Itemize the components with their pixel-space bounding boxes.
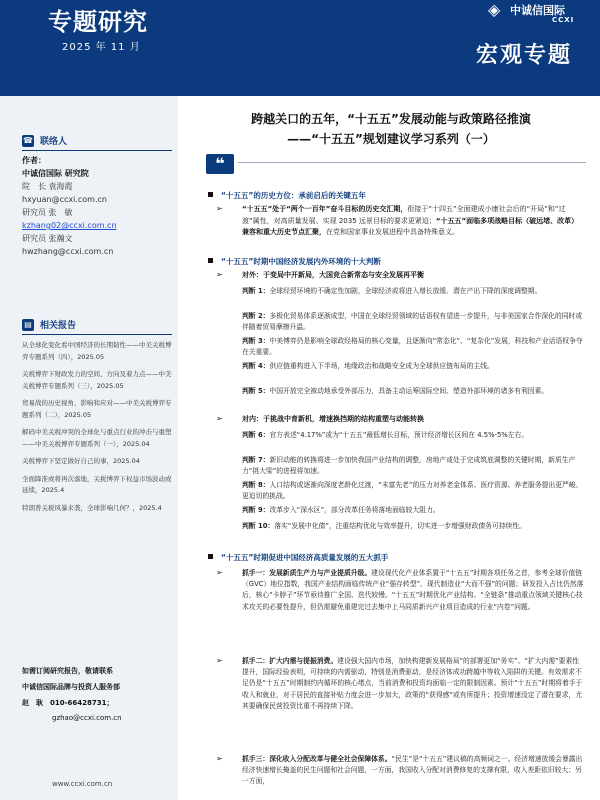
arrow-bullet-icon: ➢ [216,656,223,665]
brand-logo [488,2,598,28]
contact-rule [22,150,172,151]
grip-item: 抓手一：发展新质生产力与产业提质升级。建设现代化产业体系置于“十五五”时期各项任务之首，参考全球价值链（GVC）地位指数，我国产业结构面临传统产业“强存转型”、现代制造业“大而不强”的问题；研发投入占比仍然落后，核心“卡脖子”环节亟待推广全国、迭代较慢。“十五五”时期优化产业结构、“全链条”推动重点领域关键核心技术攻关的必要性提升，但仍需避免重建完过去集中上马同质新兴产业项目造成的行业“内卷”问题。 [242,569,584,611]
contact-heading: ☎ 联络人 [23,135,68,147]
contact-icon: ☎ [23,135,33,145]
author-org: 中诚信国际 研究院 [22,169,89,178]
phone-line: 赵 耿 010-66428731； [22,699,114,707]
related-item[interactable]: 从全球化变化看中国经济的长期韧性——中美关税博弈专题系列（四），2025.05 [22,341,172,361]
dean-line: 院 长 袁海霞 [22,182,73,191]
bullet-square-icon [208,554,213,559]
logo-text-cn: 中诚信国际 [510,4,565,17]
judgment-item: 判断 7：新旧动能的转换将进一步加快我国产业结构的调整，房地产或处于完成筑底调整的关键时期，新质生产力“挑大梁”的进程将加速。 [242,456,576,476]
related-item[interactable]: 关税博弈下财政发力的空间、方向及着力点——中美关税博弈专题系列（三），2025.05 [22,370,172,390]
email-2-link[interactable]: kzhang02@ccxi.com.cn [22,221,117,230]
website-link[interactable]: www.ccxi.com.cn [52,780,113,788]
header-date: 2025 年 11 月 [62,42,141,53]
report-header [0,0,600,96]
arrow-bullet-icon: ➢ [216,568,223,577]
summary-rule [238,162,586,163]
bullet-square-icon [208,258,213,263]
subscribe-line: 如需订阅研究报告，敬请联系 [22,667,113,675]
report-icon: ▤ [22,319,34,331]
grip-item: 抓手二：扩大内需与提振消费。建设强大国内市场，加快构建新发展格局”的部署更加“务实”、“扩大内需”要素性提升，国际经验表明，可持续的内需驱动，特别是消费驱动，是经济体成功跨越中等收入陷阱的关键。有效需求不足仍是“十五五”时期制约内循环的核心堵点，当前消费和投资均面临一定的限制因素。预计“十五五”时期将着手于收入和就业，对于居民的直接补贴力度会进一步加大，政策的“获得感”或有所提升；投资增速没定了潜在要求，尤其要确保民营投资比重不再持续下降。 [242,657,583,710]
arrow-bullet-icon: ➢ [216,270,223,279]
judgment-item: 判断 2：多极化贸易体系逐渐成型，中国在全球经贸领域的话语权有望进一步提升，与非美国家合作深化的同时或伴随着贸易摩擦升温。 [242,312,583,332]
judgment-item: 判断 4：供应链重构进入下半场，地缘政治和战略安全成为全球供应链布局的主线。 [242,362,494,370]
related-item[interactable]: 贸易战的历史视角、影响和应对——中美关税博弈专题系列（二），2025.05 [22,399,172,419]
judgment-item: 判断 1：全球经贸环境的不确定性加剧，全球经济或将进入增长放缓、潜在产出下降的深度调整期。 [242,287,542,295]
section-1-heading: “十五五”的历史方位：承前启后的关键五年 [208,190,366,201]
quote-icon: ❝ [206,154,234,174]
judgment-item: 判断 6：官方表述“4.17%”或为“十五五”最低增长目标，预计经济增长区间在 4.5%-5%左右。 [242,431,529,439]
outside-label: 对外：于变局中开新局，大国竞合新常态与安全发展再平衡 [242,271,424,279]
judgment-item: 判断 3：中美博弈仍是影响全球政经格局的核心变量，且逐渐向“常态化”、“复杂化”发展，科技和产业话语权争夺在关重要。 [242,337,583,357]
related-list [22,340,174,520]
arrow-bullet-icon: ➢ [216,414,223,423]
section-1-paragraph: “十五五”处于“两个一百年”奋斗目标的历史交汇期，衔接于“十四五”全面建成小康社会后的“开局”和“过渡”属性，对高质量发展、实现 2035 远景目标的要求更紧迫；“十五五”面临多项战略目标（破远堵、改革）兼容和重大历史节点汇聚，在党和国家事业发展进程中具备特殊意义。 [242,205,579,236]
report-title: 跨越关口的五年，“十五五”发展动能与政策路径推演 [251,112,531,126]
contact-block [22,154,172,258]
section-3-heading: “十五五”时期促进中国经济高质量发展的五大抓手 [208,552,388,563]
author-label: 作者： [22,156,46,165]
arrow-bullet-icon: ➢ [216,204,223,213]
main-content [186,96,596,800]
judgment-item: 判断 8：人口结构或逐渐向深度老龄化过渡，“未富先老”的压力对养老金体系、医疗资源、养老服务提出更严峻、更迫切的挑战。 [242,481,583,501]
logo-mark-icon: ◈ [488,0,501,19]
related-item[interactable]: 关税博弈下坚定做好自己的事，2025.04 [22,457,140,465]
report-type: 宏观专题 [475,43,572,68]
researcher-2: 研究员 张瀚文 [22,234,73,243]
related-item[interactable]: 解码中美关税冲突的全球化与重点行业的冲击与重塑——中美关税博弈专题系列（一），2025.04 [22,428,172,448]
judgment-item: 判断 5：中国开放完全被动地承受外部压力，具备主动运筹国际空间、塑造外部环境的诸多有利因素。 [242,387,549,395]
email-1: hxyuan@ccxi.com.cn [22,195,107,204]
researcher-1: 研究员 张 敏 [22,208,73,217]
judgment-item: 判断 10：落实“发展中化债”，注重结构优化与效率提升，切实进一步增强财政债务可持续性。 [242,522,526,530]
related-item[interactable]: 特朗普关税风暴来袭，全球影响几何？，2025.4 [22,503,162,512]
logo-text-en: CCXI [552,16,575,24]
report-subtitle: ——“十五五”规划建议学习系列（一） [287,132,495,146]
bullet-square-icon [208,192,213,197]
related-item[interactable]: 全面降准或将再次落地，关税博弈下权益市场波动或延续，2025.4 [22,474,172,494]
section-2-heading: “十五五”时期中国经济发展内外环境的十大判断 [208,256,381,267]
arrow-bullet-icon: ➢ [216,754,223,763]
judgment-item: 判断 9：改革步入“深水区”，部分改革任务将落地面临较大阻力。 [242,506,440,514]
related-heading: ▤ 相关报告 [22,318,76,331]
dept-line: 中诚信国际品牌与投资人服务部 [22,683,120,691]
sidebar [0,96,178,800]
header-title: 专题研究 [48,8,148,36]
grip-item: 抓手三：深化收入分配改革与健全社会保障体系。“民生”是“十五五”建议稿的高频词之一。经济增速放缓会暴露出经济快速增长掩盖的民生问题和社会问题，一方面，我国收入分配对消费修复的支撑有限，收入差距依旧较大；另一方面， [242,755,583,786]
dept-email: gzhao@ccxi.com.cn [52,714,122,722]
related-rule [22,334,172,335]
inside-label: 对内：于挑战中育新机，增速换挡期的结构重塑与动能转换 [242,415,424,423]
email-3: hwzhang@ccxi.com.cn [22,247,114,256]
